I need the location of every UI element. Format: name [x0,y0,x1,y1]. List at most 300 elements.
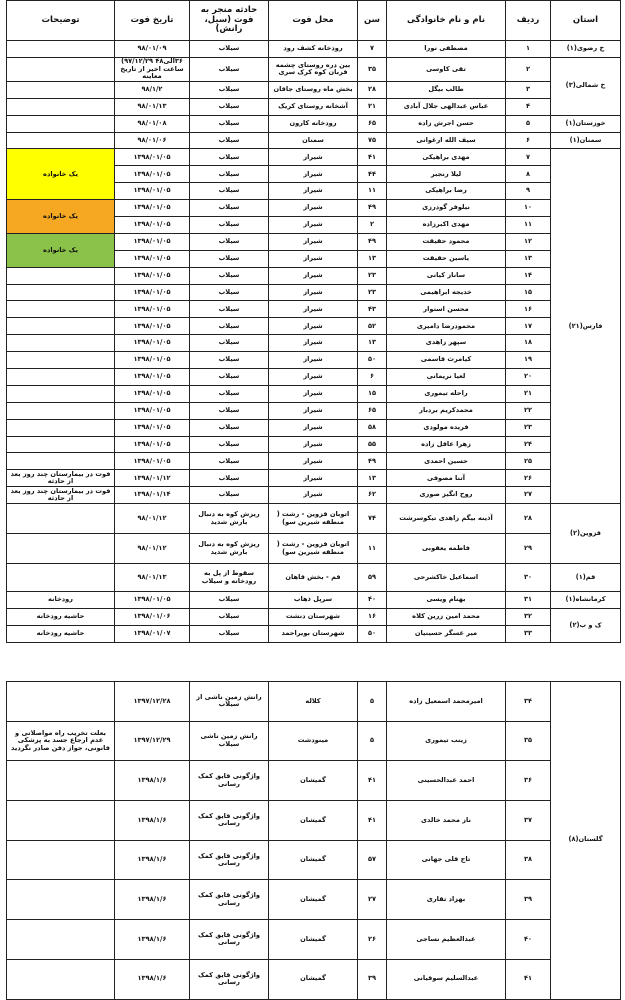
incident-cell: سیلاب [190,250,269,267]
incident-cell: سیلاب [190,402,269,419]
age-cell: ۱۳ [358,335,387,352]
province-cell: ک و ب(۲) [551,609,621,643]
incident-cell: سیلاب [190,369,269,386]
table-row [7,609,621,626]
date-cell: ۱۳۹۸/۱/۶ [115,761,190,801]
notes-cell [7,840,115,880]
row-number-cell: ۲۲ [506,402,551,419]
row-number-cell: ۸ [506,166,551,183]
notes-cell [7,682,115,722]
incident-cell: سیلاب [190,284,269,301]
name-cell: بهزاد تقاری [387,880,506,920]
age-cell: ۲۳ [358,267,387,284]
table-row [7,301,621,318]
date-cell: ۱۳۹۸/۰۱/۰۶ [115,609,190,626]
place-cell: شیراز [269,149,358,166]
date-cell: ۱۳۹۸/۰۱/۰۵ [115,183,190,200]
date-cell: ۱۳۹۸/۰۱/۰۵ [115,318,190,335]
name-cell: بهنام ویسی [387,592,506,609]
place-cell: سرپل ذهاب [269,592,358,609]
header-place: محل فوت [269,1,358,41]
province-cell: قزوین(۲) [551,504,621,564]
province-cell: خوزستان(۱) [551,115,621,132]
row-number-cell: ۱۹ [506,352,551,369]
incident-cell: سیلاب [190,592,269,609]
name-cell: مهدی براهیکی [387,149,506,166]
age-cell: ۱۳ [358,470,387,487]
date-cell: ۱۳۹۸/۰۱/۰۷ [115,625,190,642]
incident-cell: سیلاب [190,57,269,81]
table-row [7,682,621,722]
incident-cell: سیلاب [190,166,269,183]
row-number-cell: ۵ [506,115,551,132]
row-number-cell: ۳۲ [506,609,551,626]
row-number-cell: ۲۰ [506,369,551,386]
row-number-cell: ۳۱ [506,592,551,609]
notes-cell [7,453,115,470]
age-cell: ۵۰ [358,625,387,642]
date-cell: ۱۳۹۸/۰۱/۰۵ [115,233,190,250]
age-cell: ۵۵ [358,436,387,453]
place-cell: رودخانه کارون [269,115,358,132]
row-number-cell: ۲۳ [506,419,551,436]
table-row [7,402,621,419]
place-cell: شیراز [269,335,358,352]
row-number-cell: ۴ [506,98,551,115]
row-number-cell: ۱۳ [506,250,551,267]
name-cell: اسماعیل خاکشرحی [387,564,506,592]
incident-cell: سیلاب [190,419,269,436]
incident-cell: سیلاب [190,200,269,217]
age-cell: ۳۹ [358,959,387,999]
date-cell: ۱۳۹۸/۰۱/۰۵ [115,217,190,234]
row-number-cell: ۱۰ [506,200,551,217]
place-cell: گمیشان [269,920,358,960]
date-cell: ۱۳۹۸/۰۱/۰۵ [115,402,190,419]
incident-cell: سیلاب [190,115,269,132]
row-number-cell: ۲۸ [506,504,551,534]
notes-cell [7,534,115,564]
header-incident: حادثه منجر به فوت (سیل، رانش) [190,1,269,41]
name-cell: محمدکریم بردبار [387,402,506,419]
notes-cell [7,801,115,841]
date-cell: ۱۳۹۷/۱۲/۲۹ [115,721,190,761]
notes-cell [7,402,115,419]
place-cell: شیراز [269,453,358,470]
date-cell: ۱۳۹۸/۰۱/۰۵ [115,453,190,470]
table-row [7,419,621,436]
row-number-cell: ۳۵ [506,721,551,761]
age-cell: ۶ [358,369,387,386]
name-cell: تقی کاوسی [387,57,506,81]
name-cell: زینب تیموری [387,721,506,761]
age-cell: ۴۹ [358,233,387,250]
name-cell: ناز محمد خالدی [387,801,506,841]
date-cell: ۱۳۹۸/۰۱/۰۵ [115,250,190,267]
place-cell: گمیشان [269,761,358,801]
incident-cell: سیلاب [190,149,269,166]
name-cell: ساناز کیانی [387,267,506,284]
age-cell: ۶۵ [358,115,387,132]
incident-cell: رانش زمین ناشی سیلاب [190,721,269,761]
incident-cell: سیلاب [190,41,269,58]
age-cell: ۲۸ [358,81,387,98]
name-cell: راحله تیموری [387,385,506,402]
table-row [7,81,621,98]
row-number-cell: ۱۶ [506,301,551,318]
row-number-cell: ۱۷ [506,318,551,335]
age-cell: ۴۹ [358,200,387,217]
page-gap [0,650,625,681]
notes-cell [7,419,115,436]
province-cell: سمنان(۱) [551,132,621,149]
table-row [7,761,621,801]
age-cell: ۱۶ [358,609,387,626]
name-cell: عبدالعظیم نساجی [387,920,506,960]
incident-cell: رانش زمین ناشی از سیلاب [190,682,269,722]
age-cell: ۴۳ [358,301,387,318]
place-cell: شیراز [269,166,358,183]
notes-cell [7,385,115,402]
age-cell: ۶۲ [358,487,387,504]
age-cell: ۶۵ [358,402,387,419]
table-row [7,267,621,284]
table-row [7,625,621,642]
header-name: نام و نام خانوادگی [387,1,506,41]
age-cell: ۴۱ [358,801,387,841]
province-cell: قم(۱) [551,564,621,592]
date-cell: ۱۳۹۸/۱/۶ [115,920,190,960]
incident-cell: سیلاب [190,318,269,335]
incident-cell: سیلاب [190,301,269,318]
date-cell: ۱۳۹۸/۰۱/۰۵ [115,301,190,318]
place-cell: کلاله [269,682,358,722]
notes-cell [7,284,115,301]
incident-cell: سیلاب [190,183,269,200]
place-cell: شیراز [269,385,358,402]
date-cell: ۱۳۹۸/۰۱/۰۵ [115,385,190,402]
place-cell: شیراز [269,217,358,234]
notes-cell [7,132,115,149]
row-number-cell: ۳۹ [506,880,551,920]
row-number-cell: ۲۵ [506,453,551,470]
place-cell: قم - بخش قاهان [269,564,358,592]
name-cell: کیامرث قاسمی [387,352,506,369]
age-cell: ۲ [358,217,387,234]
row-number-cell: ۳۶ [506,761,551,801]
place-cell: شیراز [269,250,358,267]
name-cell: امیرمحمد اسمعیل زاده [387,682,506,722]
place-cell: شیراز [269,200,358,217]
age-cell: ۴۴ [358,166,387,183]
name-cell: آذینه بیگم زاهدی تیکوسرشت [387,504,506,534]
table-row [7,959,621,999]
name-cell: لعیا نریمانی [387,369,506,386]
name-cell: یاسین حقیقت [387,250,506,267]
date-cell: ۹۸/۰۱/۱۳ [115,98,190,115]
notes-cell: حاشیه رودخانه [7,625,115,642]
table-row [7,335,621,352]
notes-cell [7,41,115,58]
date-cell: ۱۳۹۸/۰۱/۰۵ [115,419,190,436]
date-cell: ۳۶الی۴۸ ۹۷/۱۲/۲۹) ساعت اخیر از تاریخ معاینه [115,57,190,81]
name-cell: احمد عبدالحسینی [387,761,506,801]
incident-cell: سیلاب [190,81,269,98]
place-cell: شیراز [269,284,358,301]
table-row [7,436,621,453]
place-cell: بین دره روستای چشمه قربان کوه کرک سری [269,57,358,81]
table-row [7,98,621,115]
name-cell: سیف الله ارغوانی [387,132,506,149]
incident-cell: ریزش کوه به دنبال بارش شدید [190,504,269,534]
incident-cell: سیلاب [190,385,269,402]
row-number-cell: ۱۲ [506,233,551,250]
incident-cell: واژگونی قایق کمک رسانی [190,880,269,920]
incident-cell: واژگونی قایق کمک رسانی [190,959,269,999]
incident-cell: سیلاب [190,625,269,642]
place-cell: شیراز [269,419,358,436]
notes-cell: فوت در بیمارستان چند روز بعد از حادثه [7,487,115,504]
notes-cell: رودخانه [7,592,115,609]
row-number-cell: ۲۶ [506,470,551,487]
age-cell: ۵ [358,721,387,761]
header-row-number: ردیف [506,1,551,41]
table-row [7,132,621,149]
name-cell: فاطمه یعقوبی [387,534,506,564]
age-cell: ۷۴ [358,504,387,534]
age-cell: ۳۵ [358,57,387,81]
age-cell: ۷ [358,41,387,58]
date-cell: ۹۸/۱/۲ [115,81,190,98]
incident-cell: سیلاب [190,487,269,504]
place-cell: شیراز [269,369,358,386]
row-number-cell: ۱ [506,41,551,58]
table-row [7,487,621,504]
casualty-table [6,0,621,643]
incident-cell: واژگونی قایق کمک رسانی [190,840,269,880]
date-cell: ۱۳۹۸/۰۱/۰۵ [115,284,190,301]
incident-cell: واژگونی قایق کمک رسانی [190,761,269,801]
table-row [7,149,621,166]
place-cell: شیراز [269,352,358,369]
place-cell: گمیشان [269,801,358,841]
table-row [7,115,621,132]
header-row [7,1,621,41]
header-date: تاریخ فوت [115,1,190,41]
name-cell: حسن اجرش زاده [387,115,506,132]
notes-cell: حاشیه رودخانه [7,609,115,626]
notes-cell [7,761,115,801]
age-cell: ۴۱ [358,761,387,801]
province-cell: خ رضوی(۱) [551,41,621,58]
table-row [7,41,621,58]
date-cell: ۱۳۹۸/۰۱/۰۵ [115,166,190,183]
name-cell: مصطفی نورا [387,41,506,58]
date-cell: ۹۸/۰۱/۱۲ [115,534,190,564]
age-cell: ۴۱ [358,149,387,166]
row-number-cell: ۳۳ [506,625,551,642]
date-cell: ۱۳۹۸/۰۱/۰۵ [115,267,190,284]
notes-cell [7,880,115,920]
name-cell: نیلوفر گودرزی [387,200,506,217]
age-cell: ۴۰ [358,592,387,609]
age-cell: ۵۲ [358,318,387,335]
age-cell: ۱۱ [358,534,387,564]
notes-cell [7,301,115,318]
notes-cell [7,115,115,132]
row-number-cell: ۷ [506,149,551,166]
incident-cell: ریزش کوه به دنبال بارش شدید [190,534,269,564]
place-cell: گمیشان [269,880,358,920]
table-row [7,453,621,470]
row-number-cell: ۲۹ [506,534,551,564]
name-cell: محمودرضا دامیری [387,318,506,335]
notes-cell-family: یک خانواده [7,149,115,200]
date-cell: ۱۳۹۸/۱/۶ [115,880,190,920]
incident-cell: سیلاب [190,98,269,115]
name-cell: میر عسگر حسینیان [387,625,506,642]
date-cell: ۱۳۹۷/۱۲/۲۸ [115,682,190,722]
table-row [7,369,621,386]
notes-cell [7,920,115,960]
date-cell: ۹۸/۰۱/۰۶ [115,132,190,149]
place-cell: شیراز [269,487,358,504]
age-cell: ۲۶ [358,920,387,960]
notes-cell [7,318,115,335]
name-cell: زهرا عاقل زاده [387,436,506,453]
table-row [7,721,621,761]
name-cell: فریده مولودی [387,419,506,436]
age-cell: ۱۵ [358,385,387,402]
name-cell: روح انگیز صوری [387,487,506,504]
date-cell: ۱۳۹۸/۰۱/۰۵ [115,200,190,217]
name-cell: محسن استوار [387,301,506,318]
incident-cell: سیلاب [190,470,269,487]
name-cell: آتنا مصوفی [387,470,506,487]
row-number-cell: ۳۸ [506,840,551,880]
age-cell: ۵۰ [358,352,387,369]
date-cell: ۹۸/۰۱/۱۲ [115,504,190,534]
date-cell: ۱۳۹۸/۰۱/۰۵ [115,592,190,609]
notes-cell [7,352,115,369]
place-cell: شیراز [269,436,358,453]
date-cell: ۹۸/۰۱/۱۳ [115,564,190,592]
table-row [7,318,621,335]
notes-cell [7,369,115,386]
place-cell: شهرستان دنشت [269,609,358,626]
age-cell: ۲۱ [358,98,387,115]
notes-cell [7,57,115,81]
name-cell: تاج قلی جهانی [387,840,506,880]
incident-cell: سیلاب [190,453,269,470]
notes-cell [7,267,115,284]
date-cell: ۱۳۹۸/۰۱/۰۵ [115,335,190,352]
date-cell: ۱۳۹۸/۱/۶ [115,801,190,841]
incident-cell: سیلاب [190,132,269,149]
province-cell: کرمانشاه(۱) [551,592,621,609]
age-cell: ۵۹ [358,564,387,592]
table-row [7,564,621,592]
age-cell: ۲۷ [358,880,387,920]
place-cell: شیراز [269,267,358,284]
row-number-cell: ۱۴ [506,267,551,284]
name-cell: سپهر زاهدی [387,335,506,352]
place-cell: اتوبان قزوین - رشت ( منطقه شیرین سو) [269,504,358,534]
date-cell: ۱۳۹۸/۰۱/۰۵ [115,436,190,453]
header-notes: توضیحات [7,1,115,41]
incident-cell: واژگونی قایق کمک رسانی [190,801,269,841]
age-cell: ۵۸ [358,419,387,436]
row-number-cell: ۴۱ [506,959,551,999]
place-cell: شیراز [269,233,358,250]
table-row [7,504,621,534]
place-cell: گمیشان [269,959,358,999]
incident-cell: سیلاب [190,217,269,234]
row-number-cell: ۳ [506,81,551,98]
place-cell: گمیشان [269,840,358,880]
name-cell: لیلا رنجبر [387,166,506,183]
table-row [7,200,621,217]
table-row [7,57,621,81]
place-cell: بخش ماه روستای جاقان [269,81,358,98]
table-row [7,592,621,609]
row-number-cell: ۱۱ [506,217,551,234]
notes-cell [7,335,115,352]
place-cell: شیراز [269,318,358,335]
casualty-table-continued [6,681,621,1000]
row-number-cell: ۲۷ [506,487,551,504]
notes-cell: بعلت تخریب راه مواصلاتی و عدم ارجاع جسد به پزشکی قانونی، جواز دفن صادر نگردید [7,721,115,761]
notes-cell [7,959,115,999]
row-number-cell: ۹ [506,183,551,200]
row-number-cell: ۶ [506,132,551,149]
notes-cell [7,98,115,115]
age-cell: ۴۹ [358,453,387,470]
incident-cell: سیلاب [190,352,269,369]
incident-cell: سیلاب [190,436,269,453]
age-cell: ۱۳ [358,250,387,267]
date-cell: ۱۳۹۸/۰۱/۰۵ [115,149,190,166]
province-cell: فارس(۲۱) [551,149,621,504]
name-cell: حسین احمدی [387,453,506,470]
incident-cell: سیلاب [190,335,269,352]
date-cell: ۹۸/۰۱/۰۹ [115,41,190,58]
place-cell: شیراز [269,183,358,200]
table-row [7,284,621,301]
name-cell: خدیجه ابراهیمی [387,284,506,301]
place-cell: شهرستان بویراحمد [269,625,358,642]
notes-cell [7,81,115,98]
place-cell: شیراز [269,301,358,318]
name-cell: طالب بیگل [387,81,506,98]
notes-cell-family: یک خانواده [7,233,115,267]
row-number-cell: ۳۰ [506,564,551,592]
header-age: سن [358,1,387,41]
incident-cell: سیلاب [190,233,269,250]
date-cell: ۱۳۹۸/۱/۶ [115,959,190,999]
place-cell: شیراز [269,402,358,419]
place-cell: مینودشت [269,721,358,761]
date-cell: ۱۳۹۸/۱/۶ [115,840,190,880]
row-number-cell: ۳۴ [506,682,551,722]
date-cell: ۱۳۹۸/۰۱/۱۴ [115,487,190,504]
notes-cell [7,504,115,534]
date-cell: ۱۳۹۸/۰۱/۰۵ [115,369,190,386]
name-cell: محمود حقیقت [387,233,506,250]
incident-cell: سیلاب [190,267,269,284]
table-row [7,352,621,369]
table-row [7,920,621,960]
